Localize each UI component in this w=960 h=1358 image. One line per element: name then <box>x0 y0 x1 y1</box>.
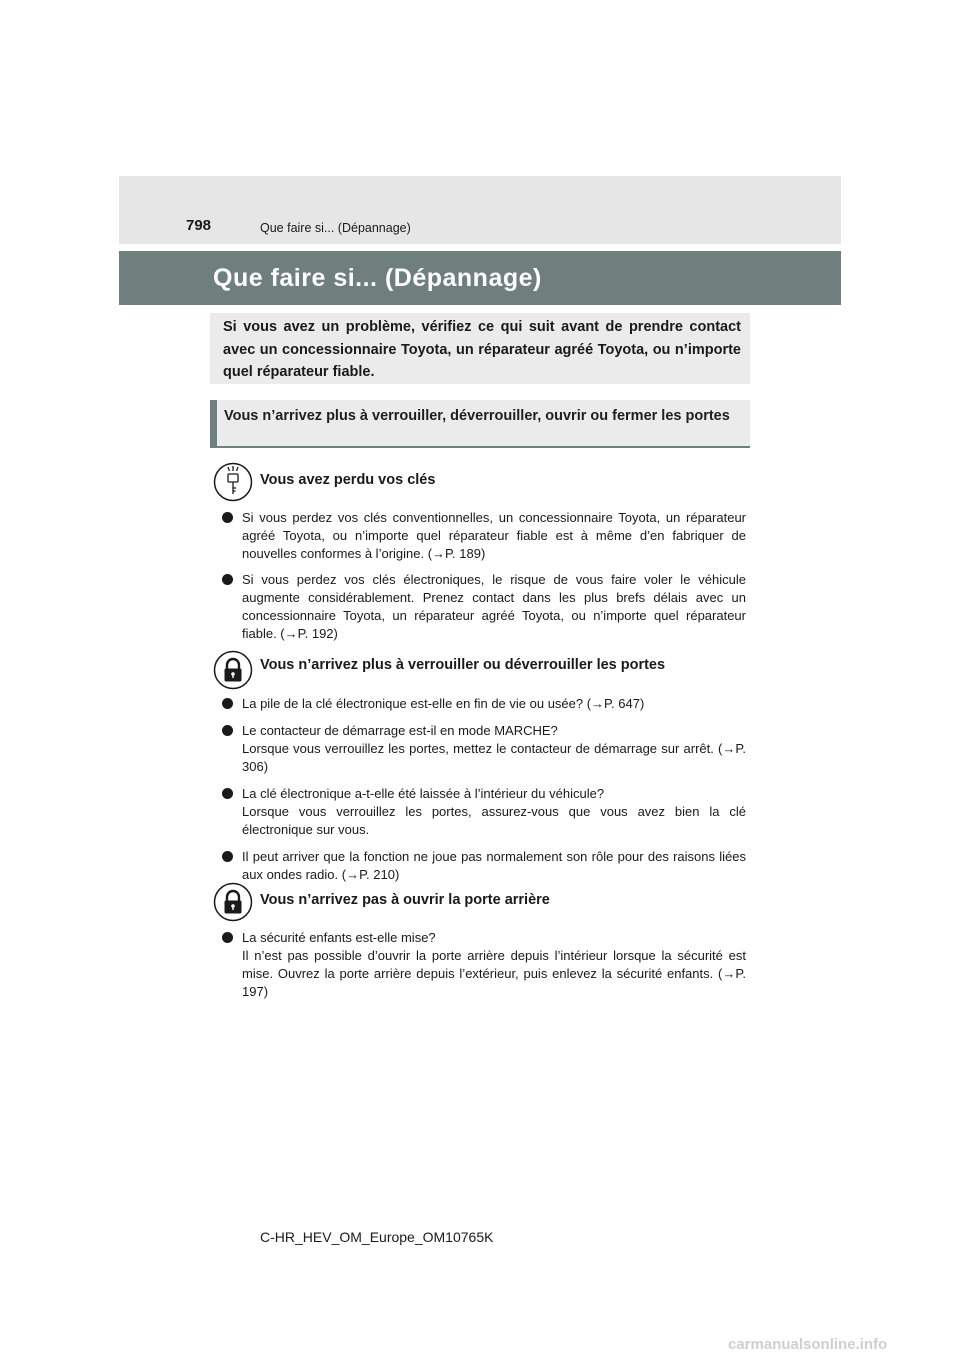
key-icon <box>213 462 253 502</box>
padlock-icon <box>213 882 253 922</box>
section-heading-box <box>210 400 750 448</box>
intro-text: Si vous avez un problème, vérifiez ce qui suit avant de prendre contact avec un concessionnaire Toyota, un réparateur agréé Toyota, ou n’importe quel réparateur fiable. <box>223 319 741 380</box>
list-item <box>222 695 746 713</box>
list-item-text: Lorsque vous verrouillez les portes, mettez le contacteur de démarrage sur arrêt. (→P. 306) <box>242 741 746 774</box>
list-item <box>222 929 746 1001</box>
bullet-dot <box>222 932 233 943</box>
list-item-text: Lorsque vous verrouillez les portes, assurez-vous que vous avez bien la clé électronique sur vous. <box>242 804 746 837</box>
subsection-heading-rear-door: Vous n’arrivez pas à ouvrir la porte arrière <box>260 892 550 908</box>
list-item-text: La sécurité enfants est-elle mise? <box>242 930 436 945</box>
list-item <box>222 722 746 776</box>
page-header-bar <box>119 176 841 244</box>
bullet-dot <box>222 788 233 799</box>
list-item-text: La clé électronique a-t-elle été laissée à l’intérieur du véhicule? <box>242 786 605 801</box>
page-number: 798 <box>186 217 212 234</box>
watermark: carmanualsonline.info <box>728 1336 888 1353</box>
list-item-text: Si vous perdez vos clés conventionnelles, un concessionnaire Toyota, un réparateur agréé Toyota, ou n’importe quel réparateur fiable est à même d’en fabriquer de nouvelles conformes à l’origine. (→P. 189) <box>242 510 746 561</box>
bullet-list-lost-keys <box>222 509 746 643</box>
list-item <box>222 509 746 563</box>
bullet-dot <box>222 512 233 523</box>
list-item-text: La pile de la clé électronique est-elle en fin de vie ou usée? (→P. 647) <box>242 696 645 711</box>
bullet-dot <box>222 725 233 736</box>
list-item <box>222 848 746 884</box>
bullet-dot <box>222 574 233 585</box>
bullet-dot <box>222 851 233 862</box>
list-item-text: Le contacteur de démarrage est-il en mode MARCHE? <box>242 723 558 738</box>
document-code: C-HR_HEV_OM_Europe_OM10765K <box>260 1229 494 1245</box>
list-item <box>222 571 746 643</box>
bullet-dot <box>222 698 233 709</box>
bullet-list-rear-door <box>222 929 746 1001</box>
bullet-list-lock-unlock <box>222 695 746 884</box>
section-heading: Vous n’arrivez plus à verrouiller, déverrouiller, ouvrir ou fermer les portes <box>224 408 730 424</box>
list-item-text: Il peut arriver que la fonction ne joue pas normalement son rôle pour des raisons liées aux ondes radio. (→P. 210) <box>242 849 746 882</box>
subsection-heading-lock-unlock: Vous n’arrivez plus à verrouiller ou déverrouiller les portes <box>260 657 666 673</box>
list-item <box>222 785 746 839</box>
intro-box <box>210 313 750 384</box>
header-section-name: Que faire si... (Dépannage) <box>260 221 411 235</box>
page-title: Que faire si... (Dépannage) <box>213 264 542 292</box>
list-item-text: Si vous perdez vos clés électroniques, le risque de vous faire voler le véhicule augmente considérablement. Prenez contact dans les plus brefs délais avec un concessionnaire Toyota, un réparateur agréé Toyota, ou n’importe quel réparateur fiable. (→P. 192) <box>242 572 746 641</box>
subsection-heading-lost-keys: Vous avez perdu vos clés <box>260 472 436 488</box>
list-item-text: Il n’est pas possible d’ouvrir la porte arrière depuis l’intérieur lorsque la sécurité est mise. Ouvrez la porte arrière depuis l’extérieur, puis enlevez la sécurité enfants. (→P. 197) <box>242 948 746 999</box>
padlock-icon <box>213 650 253 690</box>
